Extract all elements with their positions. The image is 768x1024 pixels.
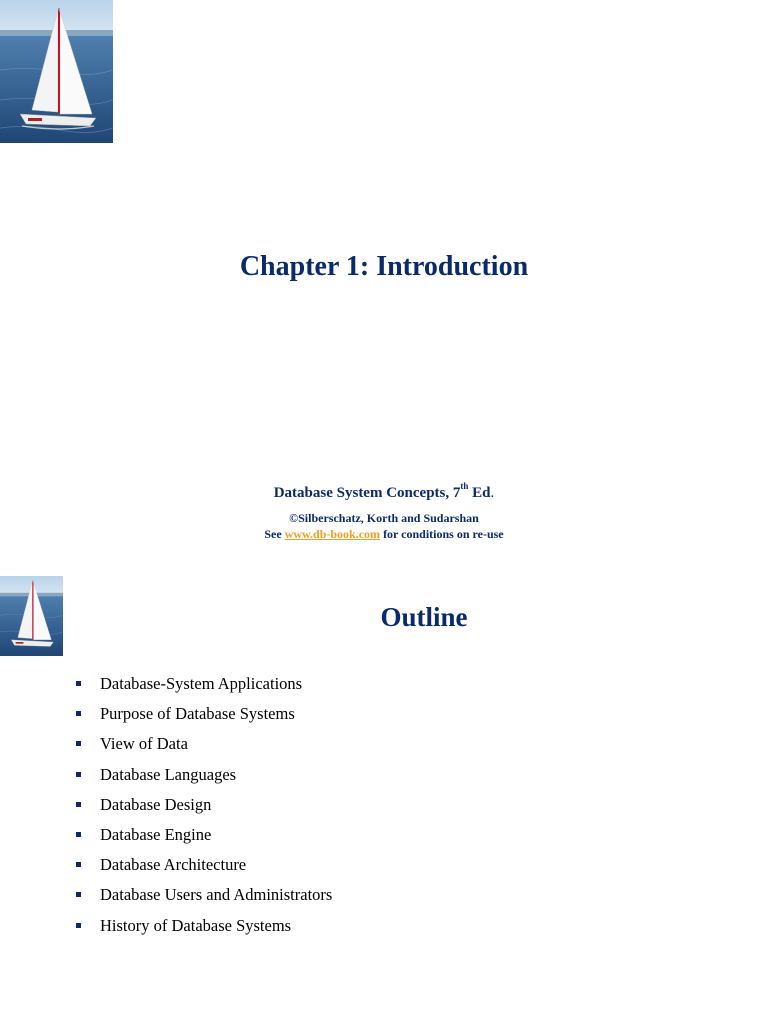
square-bullet-icon <box>76 832 81 837</box>
list-item <box>76 732 332 762</box>
list-item-label: Database Design <box>100 794 212 814</box>
reuse-notice <box>0 526 768 542</box>
list-item <box>76 823 332 853</box>
chapter-title: Chapter 1: Introduction <box>239 251 529 282</box>
list-item-label: Database-System Applications <box>100 674 303 693</box>
list-item-label: Database Engine <box>100 824 212 844</box>
edition-superscript: th <box>460 481 469 491</box>
list-item <box>76 914 332 944</box>
db-book-link[interactable]: www.db-book.com <box>284 527 381 541</box>
outline-slide <box>0 576 768 1024</box>
square-bullet-icon <box>76 862 81 867</box>
list-item <box>76 883 332 913</box>
list-item-label: View of Data <box>100 734 188 754</box>
square-bullet-icon <box>76 681 81 686</box>
book-title <box>0 482 768 504</box>
book-name: Database System Concepts, 7 <box>273 485 461 501</box>
sailboat-logo-icon <box>0 0 113 143</box>
reuse-prefix: See <box>264 527 285 541</box>
copyright-line: ©Silberschatz, Korth and Sudarshan <box>289 511 479 525</box>
list-item <box>76 793 332 823</box>
list-item <box>76 853 332 883</box>
square-bullet-icon <box>76 892 81 897</box>
list-item <box>76 702 332 732</box>
outline-title: Outline <box>380 602 468 632</box>
list-item-label: Purpose of Database Systems <box>100 704 295 724</box>
book-period: . <box>490 485 495 501</box>
square-bullet-icon <box>76 923 81 928</box>
square-bullet-icon <box>76 802 81 807</box>
list-item <box>76 763 332 793</box>
list-item-label: Database Architecture <box>100 855 247 875</box>
reuse-suffix: for conditions on re-use <box>380 527 504 541</box>
edition-suffix: Ed <box>468 485 491 501</box>
square-bullet-icon <box>76 741 81 746</box>
list-item-label: History of Database Systems <box>100 915 292 935</box>
outline-list <box>76 672 332 944</box>
square-bullet-icon <box>76 711 81 716</box>
list-item-label: Database Languages <box>100 764 237 784</box>
list-item-label: Database Users and Administrators <box>100 885 333 905</box>
square-bullet-icon <box>76 772 81 777</box>
list-item <box>76 672 332 702</box>
